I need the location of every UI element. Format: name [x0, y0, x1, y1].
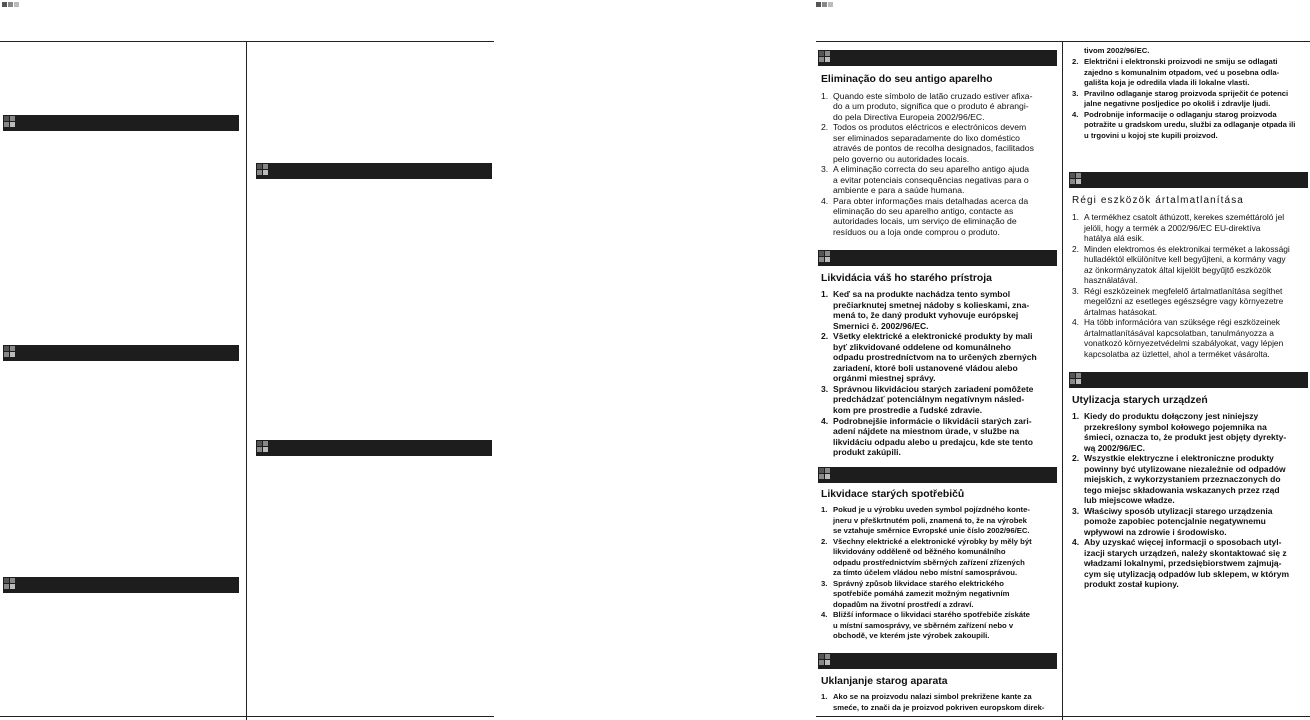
- list-item: 2. Električni i elektronski proizvodi ne smiju se odlagati zajedno s komunalnim otpadom, već u posebna odla- gališta koja je odredila vlada ili lokalne vlasti.: [1072, 57, 1280, 87]
- list-item: 4. Bližší informace o likvidaci starého spotřebiče získáte u místní samosprávy, ve sběrném zařízení nebo v obchodě, ve kterém jste výrobek zakoupili.: [821, 610, 1030, 640]
- list-item: 4. Podrobnije informacije o odlaganju starog proizvoda potražite u gradskom uredu, službi za odlaganje otpada ili u trgovini u kojoj ste kupili proizvod.: [1072, 109, 1296, 140]
- list-item: 3. Właściwy sposób utylizacji starego urządzenia pomoże zapobiec potencjalnie negatywnemu wpływowi na zdrowie i środowisko.: [1072, 505, 1273, 537]
- item-list-hu: [1072, 212, 1308, 359]
- item-list-hr-cont: [1072, 57, 1308, 141]
- list-item: 3. Správnou likvidáciou starých zariadení pomôžete predchádzať potenciálnym negatívnym násled- kom pre prostredie a ľudské zdravie.: [821, 383, 1034, 416]
- list-item: 3. A eliminação correcta do seu aparelho antigo ajuda a evitar potenciais consequências negativas para o ambiente e para a saúde humana.: [821, 164, 1030, 196]
- section-logo-icon: [256, 440, 272, 456]
- list-item: 1. Pokud je u výrobku uveden symbol pojízdného konte- jneru v přeškrtnutém poli, znamená to, že na výrobek se vztahuje směrnice Evropské unie číslo 2002/96/EC.: [821, 505, 1030, 535]
- list-item: 1. Keď sa na produkte nachádza tento symbol prečiarknutej smetnej nádoby s kolieskami, zna- mená to, že daný produkt vyhovuje európskej Smernici č. 2002/96/EC.: [821, 289, 1030, 331]
- list-item: 2. Todos os produtos eléctricos e electrónicos devem ser eliminados separadamente do lixo doméstico através de pontos de recolha designados, facilitados pelo governo ou autoridades locais.: [821, 122, 1034, 164]
- section-logo-icon: [818, 250, 834, 266]
- section-logo-icon: [3, 115, 19, 131]
- list-item: 3. Pravilno odlaganje starog proizvoda spriječit će potenci jalne negativne posljedice po okoliš i zdravlje ljudi.: [1072, 88, 1289, 108]
- list-item: 1. Ako se na proizvodu nalazi simbol prekrižene kante za smeće, to znači da je proizvod pokriven europskom direk-: [821, 692, 1045, 712]
- section-logo-icon: [1069, 372, 1085, 388]
- list-item: 1. Kiedy do produktu dołączony jest niniejszy przekreślony symbol kołowego pojemnika na śmieci, oznacza to, że produkt jest objęty dyrekty- wą 2002/96/EC.: [1072, 411, 1287, 453]
- section-header-bar-hu: [1069, 172, 1308, 188]
- section-logo-icon: [818, 653, 834, 669]
- section-header-bar-sk: [818, 250, 1057, 266]
- section-header-bar-pt: [818, 50, 1057, 66]
- section-header-bar: [3, 115, 239, 131]
- section-title-cz: Likvidace starých spotřebičů: [821, 489, 965, 500]
- section-header-bar-cz: [818, 467, 1057, 483]
- column-divider: [1062, 41, 1063, 720]
- list-item: 2. Wszystkie elektryczne i elektroniczne produkty powinny być utylizowane niezależnie od odpadów miejskich, z wykorzystaniem przeznaczonych do tego miejsc składowania wskazanych przez rząd lub miejscowe władze.: [1072, 453, 1286, 505]
- list-item: 1. A termékhez csatolt áthúzott, kerekes szeméttároló jel jelöli, hogy a termék a 2002/96/EC EU-direktíva hatálya alá esik.: [1072, 212, 1285, 243]
- item-list-cz: [821, 505, 1059, 642]
- list-item: 2. Minden elektromos és elektronikai terméket a lakossági hulladéktól elkülönítve kell begyűjteni, a kormány vagy az önkormányzatok által kijelölt begyűjtő eszközök használatával.: [1072, 243, 1290, 285]
- page-logo-icon: [2, 2, 20, 12]
- section-title-pl: Utylizacja starych urządzeń: [1072, 395, 1208, 406]
- section-logo-icon: [818, 467, 834, 483]
- list-item: 3. Régi eszközeinek megfelelő ártalmatlanítása segíthet megelőzni az esetleges egészségre vagy környezetre ártalmas hatásokat.: [1072, 285, 1284, 317]
- item-continuation-hr: [1072, 46, 1308, 57]
- section-logo-icon: [1069, 172, 1085, 188]
- bottom-rule: [0, 716, 494, 717]
- bottom-rule: [816, 716, 1310, 717]
- section-header-bar-hr: [818, 653, 1057, 669]
- top-rule: [0, 41, 494, 42]
- section-header-bar: [3, 345, 239, 361]
- list-item-continuation: tivom 2002/96/EC.: [1084, 46, 1150, 55]
- top-rule: [816, 41, 1310, 42]
- column-divider: [246, 41, 247, 720]
- section-title-pt: Eliminação do seu antigo aparelho: [821, 74, 993, 85]
- section-header-bar: [256, 440, 492, 456]
- list-item: 4. Para obter informações mais detalhadas acerca da eliminação do seu aparelho antigo, contacte as autoridades locais, um serviço de eliminação de resíduos ou a loja onde comprou o produto.: [821, 195, 1029, 237]
- list-item: 4. Ha több információra van szüksége régi eszközeinek ártalmatlanításával kapcsolatban, tanulmányozza a vonatkozó környezetvédelmi szabályokat, vagy lépjen kapcsolatba az üzlettel, ahol a terméket vásárolta.: [1072, 317, 1284, 359]
- list-item: 1. Quando este símbolo de latão cruzado estiver afixa- do a um produto, significa que o produto é abrangi- do pela Directiva Europeia 2002/96/EC.: [821, 91, 1033, 122]
- section-logo-icon: [818, 50, 834, 66]
- list-item: 4. Aby uzyskać więcej informacji o sposobach utyl- izacji starych urządzeń, należy skontaktować się z władzami lokalnymi, przedsiębiorstwem zajmują- cym się utylizacją odpadów lub sklepem, w którym produkt został kupiony.: [1072, 537, 1290, 589]
- section-logo-icon: [3, 577, 19, 593]
- list-item: 4. Podrobnejšie informácie o likvidácii starých zari- adení nájdete na miestnom úrade, v službe na likvidáciu odpadu alebo u predajcu, kde ste tento produkt zakúpili.: [821, 415, 1033, 458]
- page-logo-icon: [816, 2, 834, 12]
- item-list-pt: [821, 91, 1059, 237]
- list-item: 2. Všetky elektrické a elektronické produkty by mali byť zlikvidované oddelene od komunálneho odpadu prostredníctvom na to určených zberných zariadení, ktoré boli ustanovené vládou alebo orgánmi miestnej správy.: [821, 331, 1037, 384]
- list-item: 2. Všechny elektrické a elektronické výrobky by měly být likvidovány odděleně od běžného komunálního odpadu prostřednictvím sběrných zařízení zřízených za tímto účelem vládou nebo místní samosprávou.: [821, 536, 1032, 577]
- item-list-hr: [821, 692, 1059, 713]
- item-list-pl: [1072, 411, 1308, 590]
- list-item: 3. Správný způsob likvidace starého elektrického spotřebiče pomáhá zamezit možným negativním dopadům na životní prostředí a zdraví.: [821, 578, 1010, 609]
- section-header-bar: [256, 163, 492, 179]
- section-title-hu: Régi eszközök ártalmatlanítása: [1072, 195, 1244, 206]
- item-list-sk: [821, 289, 1059, 458]
- section-title-hr: Uklanjanje starog aparata: [821, 676, 948, 687]
- section-logo-icon: [3, 345, 19, 361]
- section-logo-icon: [256, 163, 272, 179]
- section-title-sk: Likvidácia váš ho starého prístroja: [821, 273, 992, 284]
- section-header-bar-pl: [1069, 372, 1308, 388]
- section-header-bar: [3, 577, 239, 593]
